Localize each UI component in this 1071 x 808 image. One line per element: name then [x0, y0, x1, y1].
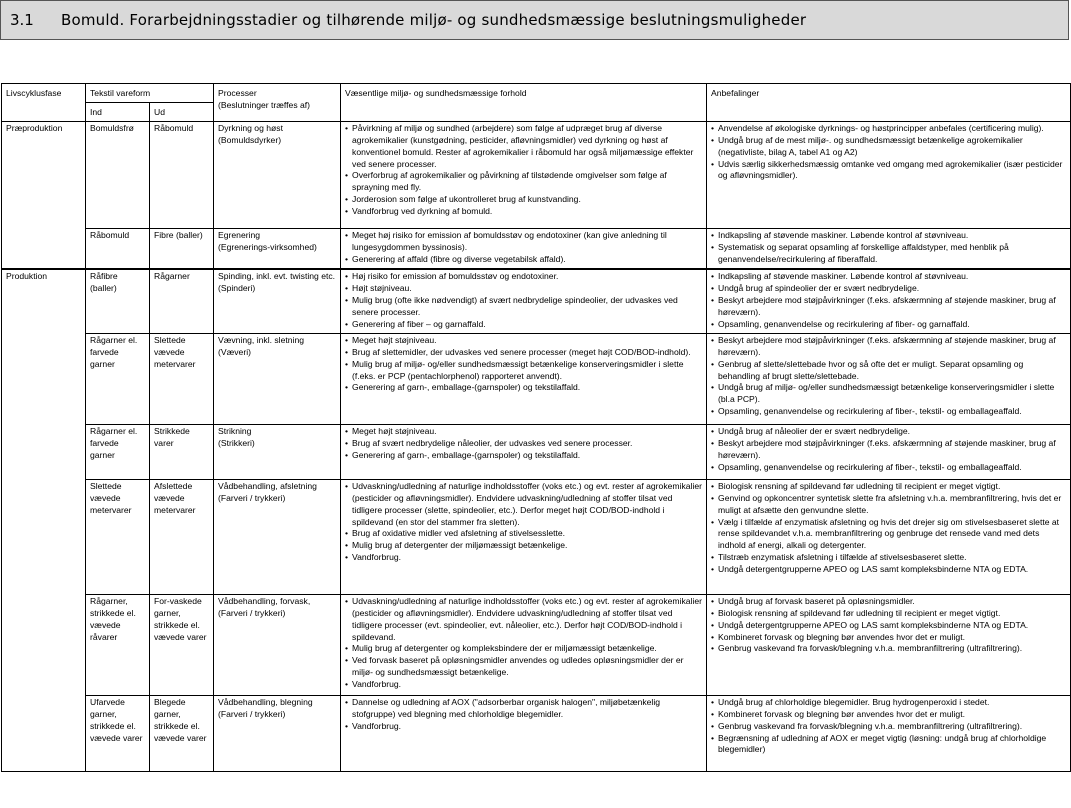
table-row	[2, 479, 1071, 594]
section-title: Bomuld. Forarbejdningsstadier og tilhørende miljø- og sundhedsmæssige beslutningsmuligheder	[61, 11, 807, 29]
list-item: • Generering af affald (fibre og diverse vegetabilsk affald).	[345, 254, 702, 266]
ind-cell: Slettede vævede metervarer	[86, 479, 150, 594]
ind-cell: Rågarner el. farvede garner	[86, 424, 150, 479]
list-item: • Genbrug vaskevand fra forvask/blegning v.h.a. membranfiltrering (ultrafiltrering).	[711, 721, 1066, 733]
list-item: • Brug af slettemidler, der udvaskes ved senere processer (meget højt COD/BOD-indhold).	[345, 347, 702, 359]
list-item: • Påvirkning af miljø og sundhed (arbejdere) som følge af udpræget brug af diverse agrokemikalier (kunstgødning, pesticider, afløvningsmidler) ved dyrkning og høst af konventionel bomuld. Rester af agrokemikalier i råbomuld har også miljømæssige effekter ved senere processer.	[345, 123, 702, 171]
forhold-list	[345, 481, 702, 564]
lifecycle-table	[1, 83, 1071, 772]
process-cell	[214, 594, 341, 695]
list-item: • Undgå brug af nåleolier der er svært nedbrydelige.	[711, 426, 1066, 438]
forhold-cell	[341, 594, 707, 695]
forhold-cell	[341, 269, 707, 333]
process-cell	[214, 479, 341, 594]
list-item: • Dannelse og udledning af AOX ("adsorberbar organisk halogen", miljøbetænkelig stofgruppe) ved blegning med chlorholdige blegemidler.	[345, 697, 702, 721]
forhold-list	[345, 426, 702, 462]
table-header-row	[2, 84, 1071, 103]
process-cell	[214, 695, 341, 771]
section-header	[0, 0, 1069, 40]
process-owner: (Bomuldsdyrker)	[218, 134, 282, 145]
ud-cell: Strikkede varer	[150, 424, 214, 479]
list-item: • Vandforbrug.	[345, 679, 702, 691]
list-item: • Undgå brug af de mest miljø-. og sundhedsmæssigt betænkelige agrokemikalier (negativliste, bilag A, tabel A1 og A2)	[711, 135, 1066, 159]
list-item: • Opsamling, genanvendelse og recirkulering af fiber- og garnaffald.	[711, 319, 1066, 331]
anbefalinger-cell	[707, 269, 1071, 333]
process-cell	[214, 333, 341, 424]
process-name: Dyrkning og høst	[218, 122, 283, 133]
list-item: • Meget højt støjniveau.	[345, 426, 702, 438]
list-item: • Vælg i tilfælde af enzymatisk afsletning og hvis det drejer sig om stivelsesbaseret slette at rense spildevandet v.h.a. membranfiltrering og genbruge det rensede vand med dets indhold af energi, alkali og detergenter.	[711, 517, 1066, 553]
process-owner: (Spinderi)	[218, 283, 256, 294]
list-item: • Meget høj risiko for emission af bomuldsstøv og endotoxiner (kan give anledning til lungesygdommen byssinosis).	[345, 230, 702, 254]
process-owner: (Væveri)	[218, 346, 251, 357]
list-item: • Opsamling, genanvendelse og recirkulering af fiber-, tekstil- og emballageaffald.	[711, 462, 1066, 474]
ud-cell: Råbomuld	[150, 121, 214, 228]
list-item: • Biologisk rensning af spildevand før udledning til recipient er meget vigtigt.	[711, 481, 1066, 493]
col-header-anbefalinger: Anbefalinger	[707, 84, 1071, 122]
list-item: • Anvendelse af økologiske dyrknings- og høstprincipper anbefales (certificering mulig).	[711, 123, 1066, 135]
col-header-forhold: Væsentlige miljø- og sundhedsmæssige forhold	[341, 84, 707, 122]
col-header-processer-label: Processer	[218, 88, 257, 98]
forhold-cell	[341, 121, 707, 228]
anbefalinger-cell	[707, 121, 1071, 228]
section-number: 3.1	[10, 11, 34, 29]
list-item: • Mulig brug af miljø- og/eller sundhedsmæssigt betænkelige konserveringsmidler i slette (f.eks. er PCP (pentachlorphenol) rapporteret anvendt).	[345, 359, 702, 383]
list-item: • Beskyt arbejdere mod støjpåvirkninger (f.eks. afskærmning af støjende maskiner, brug af høreværn).	[711, 335, 1066, 359]
process-owner: (Farveri / trykkeri)	[218, 708, 286, 719]
list-item: • Generering af garn-, emballage-(garnspoler) og tekstilaffald.	[345, 450, 702, 462]
ind-cell: Råfibre (baller)	[86, 269, 150, 333]
list-item: • Genbrug af slette/slettebade hvor og så ofte det er muligt. Separat opsamling og behandling af brugt slette/slettebade.	[711, 359, 1066, 383]
anbefalinger-list	[711, 426, 1066, 474]
process-name: Vådbehandling, blegning	[218, 696, 313, 707]
list-item: • Vandforbrug.	[345, 721, 702, 733]
list-item: • Genvind og opkoncentrer syntetisk slette fra afsletning v.h.a. membranfiltrering, hvis det er muligt at afsætte den genvundne slette.	[711, 493, 1066, 517]
list-item: • Genbrug vaskevand fra forvask/blegning v.h.a. membranfiltrering (ultrafiltrering).	[711, 643, 1066, 655]
forhold-list	[345, 697, 702, 733]
col-header-processer-sub: (Beslutninger træffes af)	[218, 99, 311, 110]
list-item: • Indkapsling af støvende maskiner. Løbende kontrol af støvniveau.	[711, 230, 1066, 242]
ud-cell: Fibre (baller)	[150, 228, 214, 269]
list-item: • Opsamling, genanvendelse og recirkulering af fiber-, tekstil- og emballageaffald.	[711, 406, 1066, 418]
list-item: • Biologisk rensning af spildevand før udledning til recipient er meget vigtigt.	[711, 608, 1066, 620]
list-item: • Kombineret forvask og blegning bør anvendes hvor det er muligt.	[711, 632, 1066, 644]
list-item: • Undgå brug af forvask baseret på opløsningsmidler.	[711, 596, 1066, 608]
col-header-ud: Ud	[150, 102, 214, 121]
forhold-cell	[341, 228, 707, 269]
col-header-tekstil-vareform: Tekstil vareform	[86, 84, 214, 103]
list-item: • Tilstræb enzymatisk afsletning i tilfælde af stivelsesbaseret slette.	[711, 552, 1066, 564]
forhold-list	[345, 271, 702, 331]
col-header-ind: Ind	[86, 102, 150, 121]
ind-cell: Råbomuld	[86, 228, 150, 269]
process-name: Vådbehandling, forvask,	[218, 595, 311, 606]
list-item: • Meget højt støjniveau.	[345, 335, 702, 347]
list-item: • Undgå brug af chlorholdige blegemidler. Brug hydrogenperoxid i stedet.	[711, 697, 1066, 709]
ud-cell: Rågarner	[150, 269, 214, 333]
list-item: • Mulig brug af detergenter der miljømæssigt betænkelige.	[345, 540, 702, 552]
anbefalinger-list	[711, 230, 1066, 266]
process-cell	[214, 121, 341, 228]
col-header-processer	[214, 84, 341, 122]
list-item: • Generering af garn-, emballage-(garnspoler) og tekstilaffald.	[345, 382, 702, 394]
process-owner: (Farveri / trykkeri)	[218, 607, 286, 618]
list-item: • Udvis særlig sikkerhedsmæssig omtanke ved omgang med agrokemikalier (især pesticider og afløvningsmidler).	[711, 159, 1066, 183]
ud-cell: Slettede vævede metervarer	[150, 333, 214, 424]
list-item: • Generering af fiber – og garnaffald.	[345, 319, 702, 331]
process-owner: (Egrenerings-virksomhed)	[218, 241, 317, 252]
table-body	[2, 121, 1071, 771]
list-item: • Mulig brug af detergenter og kompleksbindere der er miljømæssigt betænkelige.	[345, 643, 702, 655]
process-cell	[214, 269, 341, 333]
ud-cell: For-vaskede garner, strikkede el. vævede varer	[150, 594, 214, 695]
forhold-cell	[341, 479, 707, 594]
ind-cell: Rågarner, strikkede el. vævede råvarer	[86, 594, 150, 695]
forhold-list	[345, 596, 702, 691]
ind-cell: Bomuldsfrø	[86, 121, 150, 228]
table-row	[2, 121, 1071, 228]
forhold-list	[345, 335, 702, 395]
list-item: • Brug af oxidative midler ved afsletning af stivelsesslette.	[345, 528, 702, 540]
table-row	[2, 333, 1071, 424]
anbefalinger-list	[711, 123, 1066, 183]
table-row	[2, 695, 1071, 771]
anbefalinger-list	[711, 481, 1066, 576]
table-row	[2, 594, 1071, 695]
col-header-livscyklusfase: Livscyklusfase	[2, 84, 86, 122]
list-item: • Beskyt arbejdere mod støjpåvirkninger (f.eks. afskærmning af støjende maskiner, brug af høreværn).	[711, 438, 1066, 462]
list-item: • Brug af svært nedbrydelige nåleolier, der udvaskes ved senere processer.	[345, 438, 702, 450]
table-row	[2, 269, 1071, 333]
process-name: Vådbehandling, afsletning	[218, 480, 317, 491]
list-item: • Udvaskning/udledning af naturlige indholdsstoffer (voks etc.) og evt. rester af agrokemikalier (pesticider og afløvningsmidler). Endvidere udvaskning/udledning af stoffer tilsat ved tidligere processer (evt. spindeolier, evt. nåleolier, etc.). Derfor højt COD/BOD-indhold i spildevand.	[345, 596, 702, 644]
forhold-cell	[341, 424, 707, 479]
list-item: • Vandforbrug.	[345, 552, 702, 564]
list-item: • Begrænsning af udledning af AOX er meget vigtig (løsning: undgå brug af chlorholdige blegemidler)	[711, 733, 1066, 757]
ind-cell: Rågarner el. farvede garner	[86, 333, 150, 424]
forhold-cell	[341, 695, 707, 771]
list-item: • Systematisk og separat opsamling af forskellige affaldstyper, med henblik på genanvendelse/recirkulering af fiberaffald.	[711, 242, 1066, 266]
anbefalinger-cell	[707, 424, 1071, 479]
ud-cell: Blegede garner, strikkede el. vævede varer	[150, 695, 214, 771]
list-item: • Indkapsling af støvende maskiner. Løbende kontrol af støvniveau.	[711, 271, 1066, 283]
list-item: • Jorderosion som følge af ukontrolleret brug af kunstvanding.	[345, 194, 702, 206]
list-item: • Mulig brug (ofte ikke nødvendigt) af svært nedbrydelige spindeolier, der udvaskes ved senere processer.	[345, 295, 702, 319]
list-item: • Høj risiko for emission af bomuldsstøv og endotoxiner.	[345, 271, 702, 283]
forhold-list	[345, 230, 702, 266]
anbefalinger-cell	[707, 479, 1071, 594]
forhold-cell	[341, 333, 707, 424]
list-item: • Højt støjniveau.	[345, 283, 702, 295]
list-item: • Undgå detergentgrupperne APEO og LAS samt kompleksbinderne NTA og EDTA.	[711, 564, 1066, 576]
list-item: • Undgå detergentgrupperne APEO og LAS samt kompleksbinderne NTA og EDTA.	[711, 620, 1066, 632]
anbefalinger-cell	[707, 333, 1071, 424]
anbefalinger-list	[711, 335, 1066, 418]
anbefalinger-list	[711, 271, 1066, 331]
list-item: • Overforbrug af agrokemikalier og påvirkning af tilstødende omgivelser som følge af sprayning med fly.	[345, 170, 702, 194]
anbefalinger-cell	[707, 594, 1071, 695]
phase-cell: Præproduktion	[2, 121, 86, 269]
list-item: • Undgå brug af miljø- og/eller sundhedsmæssigt betænkelige konserveringsmidler i slette (bl.a PCP).	[711, 382, 1066, 406]
list-item: • Udvaskning/udledning af naturlige indholdsstoffer (voks etc.) og evt. rester af agrokemikalier (pesticider og afløvningsmidler). Endvidere udvaskning/udledning af stoffer tilsat ved tidligere processer (slette, spindeolier, etc.). Derfor meget højt COD/BOD-indhold i spildevand (en stor del stammer fra sletten).	[345, 481, 702, 529]
table-row	[2, 228, 1071, 269]
process-name: Strikning	[218, 425, 252, 436]
process-cell	[214, 228, 341, 269]
anbefalinger-list	[711, 697, 1066, 757]
process-name: Spinding, inkl. evt. twisting etc.	[218, 271, 336, 282]
process-name: Egrenering	[218, 229, 261, 240]
anbefalinger-list	[711, 596, 1066, 656]
list-item: • Beskyt arbejdere mod støjpåvirkninger (f.eks. afskærmning af støjende maskiner, brug af høreværn).	[711, 295, 1066, 319]
process-name: Vævning, inkl. sletning	[218, 334, 304, 345]
process-cell	[214, 424, 341, 479]
process-owner: (Farveri / trykkeri)	[218, 492, 286, 503]
ud-cell: Afslettede vævede metervarer	[150, 479, 214, 594]
process-owner: (Strikkeri)	[218, 437, 255, 448]
list-item: • Kombineret forvask og blegning bør anvendes hvor det er muligt.	[711, 709, 1066, 721]
list-item: • Vandforbrug ved dyrkning af bomuld.	[345, 206, 702, 218]
list-item: • Undgå brug af spindeolier der er svært nedbrydelige.	[711, 283, 1066, 295]
list-item: • Ved forvask baseret på opløsningsmidler anvendes og udledes opløsningsmidler der er miljø- og sundhedsmæssigt betænkelige.	[345, 655, 702, 679]
table-row	[2, 424, 1071, 479]
forhold-list	[345, 123, 702, 218]
ind-cell: Ufarvede garner, strikkede el. vævede varer	[86, 695, 150, 771]
anbefalinger-cell	[707, 695, 1071, 771]
anbefalinger-cell	[707, 228, 1071, 269]
phase-cell: Produktion	[2, 269, 86, 771]
